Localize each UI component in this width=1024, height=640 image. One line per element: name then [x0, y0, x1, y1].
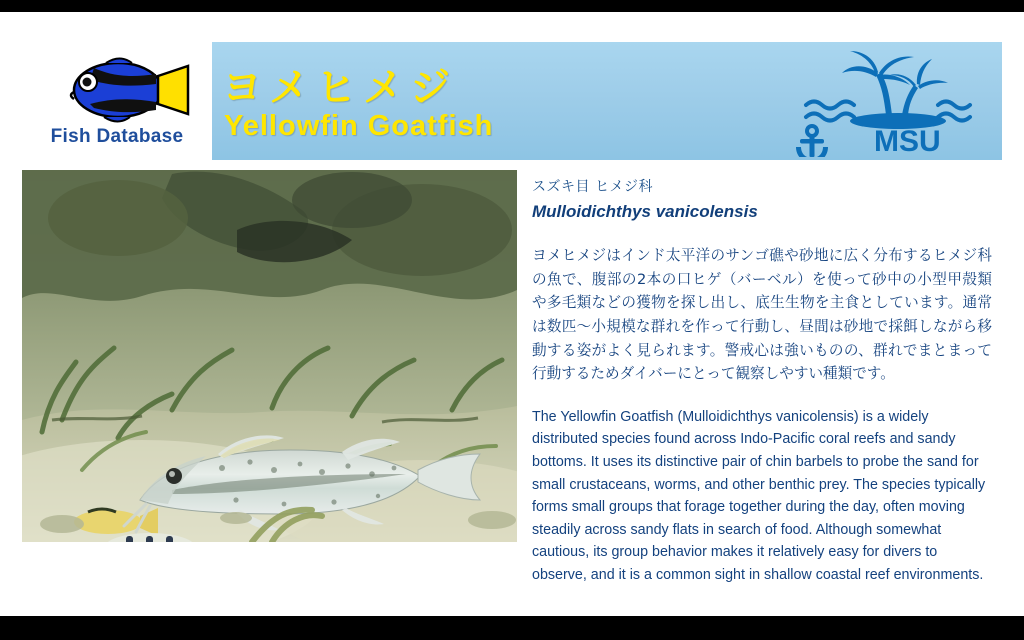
fish-photo [22, 170, 517, 542]
fish-photo-illustration [22, 170, 517, 542]
fish-database-logo [22, 44, 212, 160]
msu-logo-text: MSU [874, 125, 941, 157]
species-info-panel [532, 176, 992, 586]
scientific-name: Mulloidichthys vanicolensis [532, 202, 758, 221]
order-family-label: スズキ目 ヒメジ科 [532, 179, 653, 195]
fish-database-label: Fish Database [50, 126, 184, 147]
header-banner [22, 42, 1002, 160]
palm-island-anchor-icon [790, 45, 990, 157]
blue-tang-fish-icon [60, 54, 190, 126]
description-japanese: ヨメヒメジはインド太平洋のサンゴ礁や砂地に広く分布するヒメジ科の魚で、腹部の2本の口ヒゲ（バーベル）を使って砂中の小型甲殻類や多毛類などの獲物を探し出し、底生生物を主食としています。通常は数匹〜小規模な群れを作って行動し、昼間は砂地で採餌しながら移動する姿がよく見られます。警戒心は強いものの、群れでまとまって行動するためダイバーにとって観察しやすい種類です。 [532, 247, 992, 383]
species-title-english: Yellowfin Goatfish [224, 110, 494, 142]
description-english: The Yellowfin Goatfish (Mulloidichthys vanicolensis) is a widely distributed species found across Indo-Pacific coral reefs and sandy bottoms. It uses its distinctive pair of chin barbels to probe the sand for small crustaceans, worms, and other benthic prey. The species typically forms small groups that forage together during the day, often moving steadily across sandy flats in search of food. Although somewhat cautious, its group behavior makes it relatively easy for divers to observe, and it is a common sight in shallow coastal reef environments. [532, 408, 986, 583]
species-title-japanese: ヨメヒメジ [222, 65, 457, 111]
slide-canvas [0, 12, 1024, 616]
